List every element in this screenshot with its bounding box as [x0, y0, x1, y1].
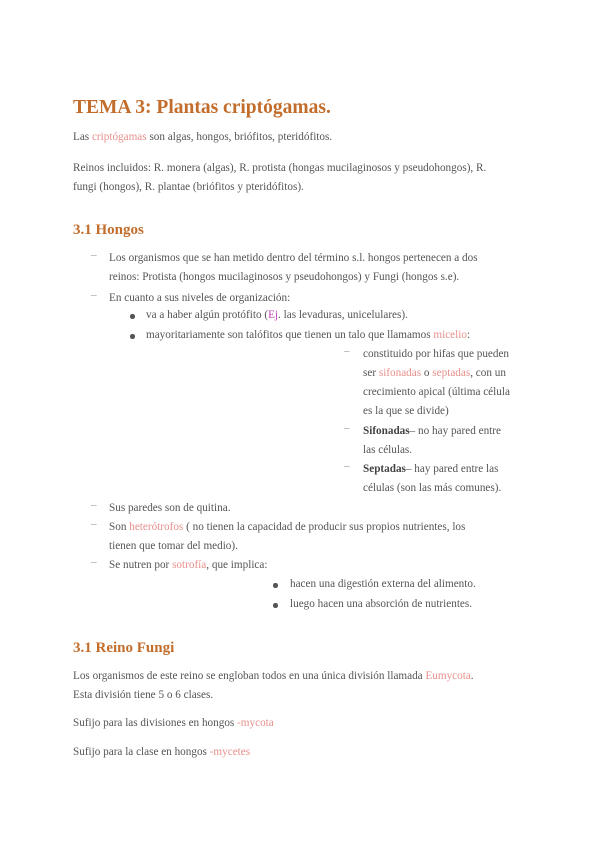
section-heading-hongos: 3.1 Hongos: [73, 222, 144, 238]
suffix-class: Sufijo para la clase en hongos -mycetes: [73, 746, 251, 758]
reinos-line-1: Reinos incluidos: R. monera (algas), R. protista (hongas mucilaginosos y pseudohongos), R.: [73, 162, 487, 174]
bullet-marker: [273, 603, 278, 608]
reinos-line-2: fungi (hongos), R. plantae (briófitos y pteridófitos).: [73, 181, 304, 193]
sub-item-continuation: células (son las más comunes).: [363, 482, 502, 494]
list-item: En cuanto a sus niveles de organización:: [109, 292, 291, 304]
fungi-paragraph-line-2: Esta división tiene 5 o 6 clases.: [73, 689, 214, 701]
bullet-marker: [273, 583, 278, 588]
suffix-division: Sufijo para las divisiones en hongos -mycota: [73, 717, 274, 729]
page-title: TEMA 3: Plantas criptógamas.: [73, 97, 331, 118]
dash-marker: –: [344, 422, 350, 434]
sub-item: constituido por hifas que pueden: [363, 348, 510, 360]
term-micelio: micelio: [433, 329, 467, 341]
dash-marker: –: [91, 518, 97, 530]
dash-marker: –: [91, 499, 97, 511]
list-item-continuation: tienen que tomar del medio).: [109, 540, 238, 552]
term-eumycota: Eumycota: [425, 670, 471, 682]
term-mycota: -mycota: [237, 717, 274, 729]
term-sifonadas: sifonadas: [378, 367, 422, 379]
term-criptogamas: criptógamas: [91, 131, 147, 143]
bullet-item: va a haber algún protófito (Ej. las levaduras, unicelulares).: [146, 309, 408, 321]
dash-marker: –: [91, 556, 97, 568]
bullet-marker: [130, 334, 135, 339]
sub-item-continuation: es la que se divide): [363, 405, 449, 417]
sub-item: Sifonadas– no hay pared entre: [363, 425, 501, 437]
list-item: Sus paredes son de quitina.: [109, 502, 231, 514]
dash-marker: –: [91, 249, 97, 261]
term-sotrofia: sotrofía: [172, 559, 207, 571]
dash-marker: –: [91, 289, 97, 301]
term-heterotrofos: heterótrofos: [129, 521, 184, 533]
bullet-item: hacen una digestión externa del alimento.: [290, 578, 476, 590]
list-item: Se nutren por sotrofía, que implica:: [109, 559, 268, 571]
list-item-continuation: reinos: Protista (hongos mucilaginosos y pseudohongos) y Fungi (hongos s.e).: [109, 271, 460, 283]
sub-item: Septadas– hay pared entre las: [363, 463, 499, 475]
dash-marker: –: [344, 345, 350, 357]
list-item: Son heterótrofos ( no tienen la capacidad de producir sus propios nutrientes, los: [109, 521, 466, 533]
example-link[interactable]: Ej: [268, 309, 279, 321]
bullet-item: luego hacen una absorción de nutrientes.: [290, 598, 473, 610]
term-septadas: septadas: [432, 367, 471, 379]
term-mycetes: -mycetes: [209, 746, 251, 758]
sub-item-continuation: crecimiento apical (última célula: [363, 386, 510, 398]
list-item: Los organismos que se han metido dentro del término s.l. hongos pertenecen a dos: [109, 252, 478, 264]
bullet-marker: [130, 314, 135, 319]
bullet-item: mayoritariamente son talófitos que tienen un talo que llamamos micelio:: [146, 329, 471, 341]
intro-paragraph: Las criptógamas son algas, hongos, briófitos, pteridófitos.: [73, 131, 333, 143]
sub-item-continuation: ser sifonadas o septadas, con un: [363, 367, 506, 379]
sub-item-continuation: las células.: [363, 444, 413, 456]
section-heading-reino-fungi: 3.1 Reino Fungi: [73, 640, 175, 656]
dash-marker: –: [344, 460, 350, 472]
fungi-paragraph: Los organismos de este reino se engloban todos en una única división llamada Eumycota.: [73, 670, 474, 682]
